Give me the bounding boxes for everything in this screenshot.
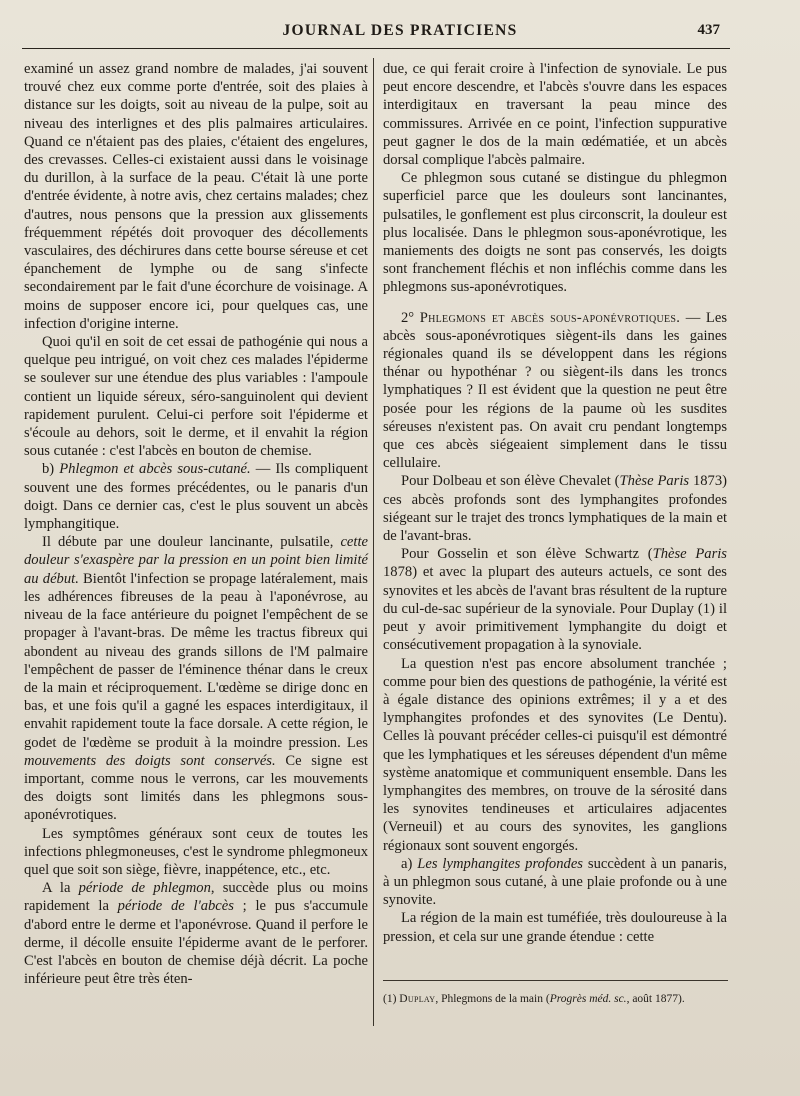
paragraph: Quoi qu'il en soit de cet essai de pathogénie qui nous a quelque peu intrigué, on voit chez ces malades l'épiderme se soulever sur une étendue des plus variables : l'ampoule contient un liquide séreux, séro-sanguinolent qui devient rapidement purulent. Celui-ci perfore soit l'épiderme et s'écoule au dehors, soit le derme, et il envahit la région sous cutanée : c'est l'abcès en bouton de chemise. xyxy=(24,334,368,460)
emphasis: période de l'abcès xyxy=(117,898,234,915)
citation: Thèse Paris xyxy=(619,473,690,490)
citation: Thèse Paris xyxy=(652,546,727,563)
paragraph-text: , succède plus ou moins rapidement la xyxy=(24,880,368,915)
header-rule xyxy=(22,48,730,49)
paragraph-text: Pour Dolbeau et son élève Chevalet ( xyxy=(401,473,620,490)
paragraph xyxy=(383,855,727,910)
paragraph-text: A la xyxy=(42,880,79,897)
paragraph xyxy=(383,472,727,545)
paragraph-text: Ce signe est important, comme nous le verrons, car les mouvements des doigts sont limités dans les phlegmons sous-aponévrotiques. xyxy=(24,752,368,824)
paragraph: La région de la main est tuméfiée, très douloureuse à la pression, et cela sur une grande étendue : cette xyxy=(383,910,727,945)
paragraph: due, ce qui ferait croire à l'infection de synoviale. Le pus peut encore descendre, et l'abcès s'ouvre dans les espaces interdigitaux en traversant la peau mince des commissures. Arrivée en ce point, l'infection suppurative peut gagner le dos de la main œdématiée, et un abcès dorsal complique l'abcès palmaire. xyxy=(383,61,727,169)
paragraph-lead: a) xyxy=(401,855,418,872)
paragraph: Ce phlegmon sous cutané se distingue du phlegmon superficiel parce que les douleurs sont lancinantes, pulsatiles, le gonflement est plus circonscrit, la douleur est plus localisée. Dans le phlegmon sous-aponévrotique, les maniements des doigts ne sont pas conservés, les doigts sont franchement fléchis et non infléchis comme dans les phlegmons sus-aponévrotiques. xyxy=(383,170,727,296)
footnote-rule xyxy=(383,980,728,981)
footnote xyxy=(383,992,728,1006)
paragraph-lead: b) xyxy=(42,461,60,478)
emphasis: cette douleur s'exaspère par la pression en un point bien limité au début. xyxy=(24,534,368,587)
running-head xyxy=(0,22,800,44)
footnote-text: , Phlegmons de la main ( xyxy=(435,993,550,1005)
page-number: 437 xyxy=(697,22,720,38)
paragraph-text: — Les abcès sous-aponévrotiques siègent-ils dans les gaines régionales quand ils se développent dans les régions thénar ou hypothénar ? ou siègent-ils dans les troncs lymphatiques ? Il est évident que la question ne peut être posée pour les régions de la paume où les susdites séreuses n'existent pas. On avait cru pendant longtemps que ces abcès siégeaient simplement dans le tissu cellulaire. xyxy=(383,309,727,472)
column-divider xyxy=(373,58,374,1026)
journal-title: JOURNAL DES PRATICIENS xyxy=(282,22,518,39)
paragraph xyxy=(24,533,368,824)
paragraph xyxy=(24,460,368,533)
left-column xyxy=(24,60,368,988)
section-number: 2° xyxy=(401,309,420,326)
paragraph xyxy=(383,545,727,654)
paragraph-text: Pour Gosselin et son élève Schwartz ( xyxy=(401,546,653,563)
paragraph-text: ; le pus s'accumule d'abord entre le derme et l'aponévrose. Quand il perfore le derme, il décolle ensuite l'épiderme avant de le perforer. C'est l'abcès en bouton de chemise déjà décrit. La poche inférieure peut être très éten- xyxy=(24,898,368,988)
paragraph-text: 1878) et avec la plupart des auteurs actuels, ce sont des synovites et les abcès de l'avant bras résultent de la rupture du cul-de-sac supérieur de la synoviale. Pour Duplay (1) il peut y avoir primitivement lymphangite du doigt et consécutivement propagation à la synoviale. xyxy=(383,564,727,654)
emphasis: période de phlegmon xyxy=(78,880,211,897)
paragraph-text: succèdent à un panaris, à un phlegmon sous cutané, à une plaie profonde ou à une synovite. xyxy=(383,855,727,909)
right-column xyxy=(383,60,727,946)
emphasis: Les lymphangites profondes xyxy=(417,855,583,872)
footnote-author: Duplay xyxy=(399,993,436,1005)
section-heading: Phlegmons et abcès sous-aponévrotiques. xyxy=(419,309,681,326)
section-title: Phlegmon et abcès sous-cutané. xyxy=(59,461,251,478)
paragraph-text: 1873) ces abcès profonds sont des lymphangites profondes siégeant sur le trajet des troncs lymphatiques de la main et de l'avant-bras. xyxy=(383,473,727,545)
footnote-text: , août 1877). xyxy=(626,993,685,1005)
paragraph-text: Il débute par une douleur lancinante, pulsatile, xyxy=(42,534,341,551)
paragraph: La question n'est pas encore absolument tranchée ; comme pour bien des questions de pathogénie, la vérité est à égale distance des opinions extrêmes; il y a et des lymphangites profondes et des synovites (Le Dentu). Celles là pouvant précéder celles-ci puisqu'il est démontré que les lymphatiques et les séreuses dépendent d'un même système anatomique et communiquent ensemble. Dans les lymphangites des membres, on trouve de la sérosité dans les synovites tendineuses et articulaires adjacentes (Verneuil) et au cours des synovites, les ganglions régionaux sont souvent engorgés. xyxy=(383,655,727,854)
footnote-number: (1) xyxy=(383,993,400,1005)
paragraph xyxy=(24,879,368,988)
section-heading-paragraph xyxy=(383,309,727,473)
footnote-source: Progrès méd. sc. xyxy=(549,993,627,1005)
emphasis: mouvements des doigts sont conservés. xyxy=(24,752,276,769)
paragraph: Les symptômes généraux sont ceux de toutes les infections phlegmoneuses, c'est le syndrome phlegmoneux quel que soit son siège, fièvre, inappétence, etc., etc. xyxy=(24,825,368,878)
paragraph: examiné un assez grand nombre de malades, j'ai souvent trouvé chez eux comme porte d'entrée, soit des plaies à distance sur les doigts, soit au niveau de la pulpe, soit au niveau des interlignes et des plis palmaires articulaires. Quand ce n'étaient pas des plaies, c'étaient des engelures, des crevasses. Celles-ci existaient aussi dans le voisinage du durillon, à la surface de la peau. C'était là une porte d'entrée évidente, à notre avis, chez certains malades; chez d'autres, nous pensons que la pression aux glissements fréquemment répétés doit provoquer des décollements vasculaires, des déchirures dans cette bourse séreuse et cet épanchement de lymphe ou de sang s'infecte secondairement par le fait d'une écorchure de voisinage. A moins de supposer encore ici, pour quelques cas, une infection d'origine interne. xyxy=(24,61,368,332)
paragraph-text: Bientôt l'infection se propage latéralement, mais les adhérences fibreuses de la peau à l'aponévrose, au niveau de la face antérieure du poignet l'empêchent de se propager à l'avant-bras. De même les tractus fibreux qui abondent au niveau des grands sillons de l'M palmaire l'empêchent de passer de l'éminence thénar dans le creux de la main et réciproquement. L'œdème se dirige donc en bas, et une fois qu'il a gagné les espaces interdigitaux, il envahit rapidement toute la face dorsale. A cette région, le godet de l'œdème se produit à la moindre pression. Les xyxy=(24,570,368,751)
paragraph-text: — Ils compliquent souvent une des formes précédentes, ou le panaris d'un doigt. Dans ce dernier cas, c'est le plus souvent un abcès lymphangitique. xyxy=(24,461,368,533)
